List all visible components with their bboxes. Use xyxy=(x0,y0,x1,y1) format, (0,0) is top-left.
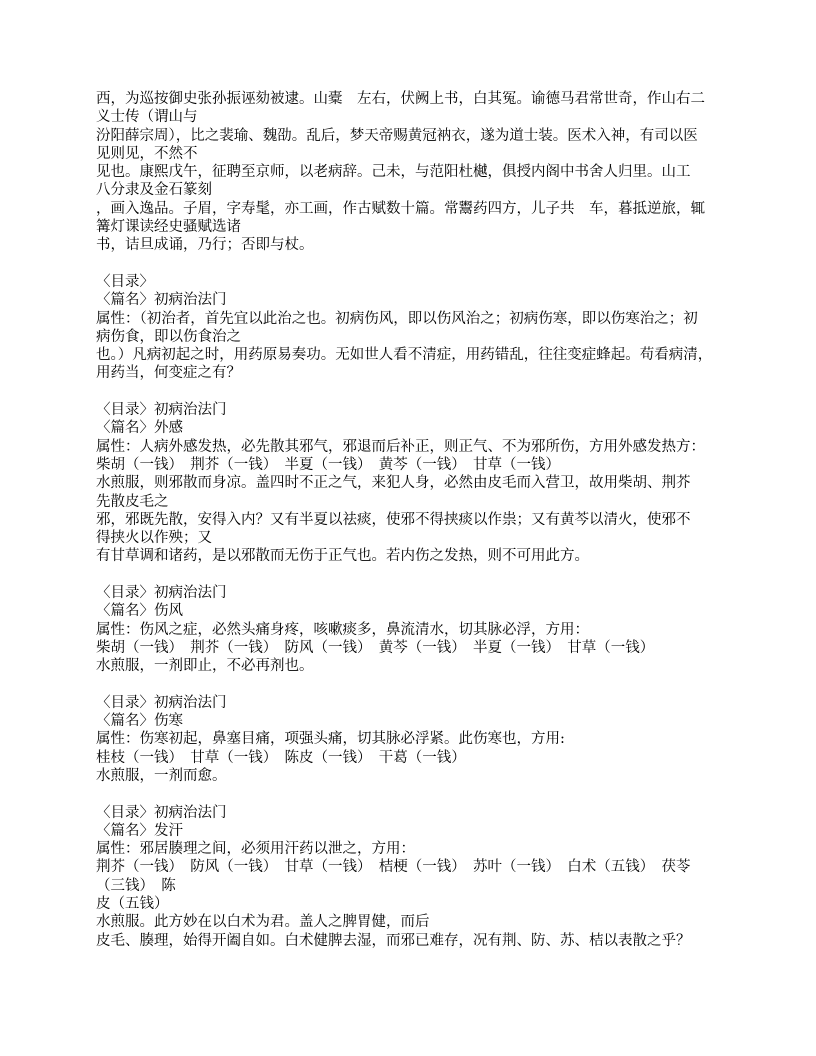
text-line: 水煎服。此方妙在以白术为君。盖人之脾胃健，而后 xyxy=(96,914,430,931)
toc-marker-line: 〈目录〉初病治法门 xyxy=(96,585,227,602)
herb-list-line: （三钱） 陈 xyxy=(96,877,176,894)
toc-marker-line: 〈目录〉初病治法门 xyxy=(96,694,227,711)
text-line: 属性：伤寒初起，鼻塞目痛，项强头痛，切其脉必浮紧。此伤寒也，方用: xyxy=(96,731,565,748)
text-line: 属性：伤风之症，必然头痛身疼，咳嗽痰多，鼻流清水，切其脉必浮，方用： xyxy=(96,621,589,638)
text-line: 水煎服，则邪散而身凉。盖四时不正之气，来犯人身，必然由皮毛而入营卫，故用柴胡、荆芥 xyxy=(96,475,691,492)
text-line: 义士传（谓山与 xyxy=(96,109,198,126)
text-line: 邪，邪既先散，安得入内？又有半夏以祛痰，使邪不得挟痰以作祟；又有黄芩以清火，使邪不 xyxy=(96,511,691,528)
section-chubingzhifamen-block xyxy=(96,273,720,383)
text-line: 见则见，不然不 xyxy=(96,145,198,162)
text-line: 汾阳薛宗周），比之裴瑜、魏劭。乱后，梦天帝赐黄冠衲衣，遂为道士装。医术入神，有司以医 xyxy=(96,127,698,144)
toc-marker-line: 〈目录〉初病治法门 xyxy=(96,402,227,419)
section-title-line: 〈篇名〉外感 xyxy=(96,420,183,437)
herb-list-line: 皮（五钱） xyxy=(96,896,169,913)
text-line: 属性：邪居腠理之间，必须用汗药以泄之，方用： xyxy=(96,841,415,858)
herb-list-line: 柴胡（一钱） 荆芥（一钱） 半夏（一钱） 黄芩（一钱） 甘草（一钱） xyxy=(96,456,560,473)
text-line: 水煎服，一剂即止，不必再剂也。 xyxy=(96,658,314,675)
text-line: 有甘草调和诸药，是以邪散而无伤于正气也。若内伤之发热，则不可用此方。 xyxy=(96,548,589,565)
text-line: 属性：人病外感发热，必先散其邪气，邪退而后补正，则正气、不为邪所伤，方用外感发热方： xyxy=(96,438,705,455)
section-fahan-block xyxy=(96,804,720,950)
preface-block xyxy=(96,90,720,255)
toc-marker-line: 〈目录〉 xyxy=(96,273,154,290)
text-line: 篝灯课读经史骚赋选诸 xyxy=(96,219,241,236)
text-line: 得挟火以作殃；又 xyxy=(96,530,212,547)
text-line: 见也。康熙戊午，征聘至京师，以老病辞。己未，与范阳杜樾，俱授内阁中书舍人归里。山工 xyxy=(96,164,691,181)
text-line: 用药当，何变症之有？ xyxy=(96,365,241,382)
herb-list-line: 桂枝（一钱） 甘草（一钱） 陈皮（一钱） 干葛（一钱） xyxy=(96,749,466,766)
section-title-line: 〈篇名〉伤寒 xyxy=(96,713,183,730)
text-line: 皮毛、腠理，始得开阖自如。白术健脾去湿，而邪已难存，况有荆、防、苏、桔以表散之乎？ xyxy=(96,932,691,949)
section-title-line: 〈篇名〉伤风 xyxy=(96,603,183,620)
text-line: 也。）凡病初起之时，用药原易奏功。无如世人看不清症，用药错乱，往往变症蜂起。苟看病清， xyxy=(96,347,713,364)
section-title-line: 〈篇名〉初病治法门 xyxy=(96,292,227,309)
section-waigan-block xyxy=(96,401,720,566)
toc-marker-line: 〈目录〉初病治法门 xyxy=(96,804,227,821)
text-line: 病伤食，即以伤食治之 xyxy=(96,328,241,345)
text-line: ，画入逸品。子眉，字寿髦，亦工画，作古赋数十篇。常鬻药四方，儿子共 车，暮抵逆旅，辄 xyxy=(96,200,705,217)
section-shangfeng-block xyxy=(96,584,720,675)
section-shanghan-block xyxy=(96,694,720,785)
text-line: 水煎服，一剂而愈。 xyxy=(96,767,227,784)
section-title-line: 〈篇名〉发汗 xyxy=(96,822,183,839)
text-line: 西，为巡按御史张孙振诬劾被逮。山橐 左右，伏阙上书，白其冤。谕德马君常世奇，作山右二 xyxy=(96,91,705,107)
text-line: 属性：（初治者，首先宜以此治之也。初病伤风，即以伤风治之；初病伤寒，即以伤寒治之；初 xyxy=(96,310,698,327)
text-line: 先散皮毛之 xyxy=(96,493,169,510)
herb-list-line: 柴胡（一钱） 荆芥（一钱） 防风（一钱） 黄芩（一钱） 半夏（一钱） 甘草（一钱） xyxy=(96,639,655,656)
herb-list-line: 荆芥（一钱） 防风（一钱） 甘草（一钱） 桔梗（一钱） 苏叶（一钱） 白术（五钱） 茯苓 xyxy=(96,859,691,876)
text-line: 八分隶及金石篆刻 xyxy=(96,182,212,199)
text-line: 书，诘旦成诵，乃行；否即与杖。 xyxy=(96,237,314,254)
